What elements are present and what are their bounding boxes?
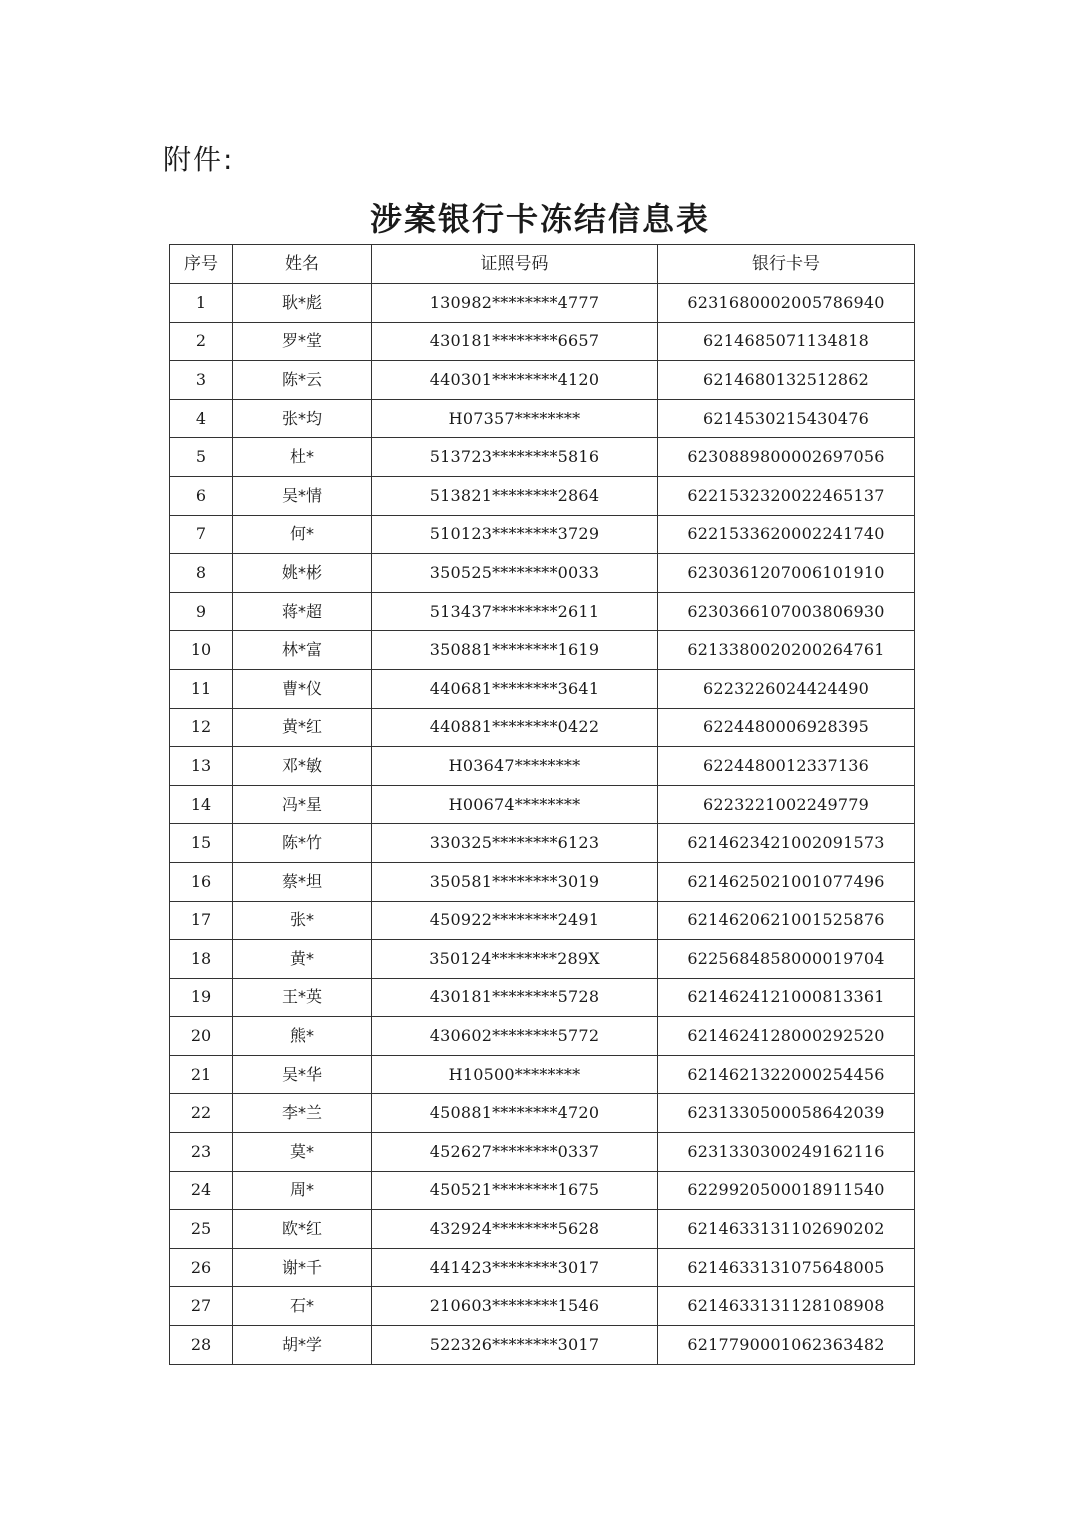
header-id-number: 证照号码 [372, 245, 658, 284]
table-row [170, 284, 915, 323]
serial-number-cell: 22 [170, 1094, 233, 1133]
bank-card-number-cell: 6214625021001077496 [658, 862, 915, 901]
name-cell: 蒋*超 [233, 592, 372, 631]
name-cell: 耿*彪 [233, 284, 372, 323]
bank-card-number-cell: 6214621322000254456 [658, 1055, 915, 1094]
serial-number-cell: 7 [170, 515, 233, 554]
id-number-cell: H03647******** [372, 747, 658, 786]
id-number-cell: H07357******** [372, 399, 658, 438]
name-cell: 张*均 [233, 399, 372, 438]
table-row [170, 1133, 915, 1172]
serial-number-cell: 8 [170, 554, 233, 593]
id-number-cell: 440301********4120 [372, 361, 658, 400]
bank-card-number-cell: 6231330500058642039 [658, 1094, 915, 1133]
id-number-cell: 450521********1675 [372, 1171, 658, 1210]
serial-number-cell: 27 [170, 1287, 233, 1326]
bank-card-number-cell: 6214624128000292520 [658, 1017, 915, 1056]
table-row [170, 1210, 915, 1249]
id-number-cell: 430602********5772 [372, 1017, 658, 1056]
table-body [170, 284, 915, 1365]
bank-card-number-cell: 6231330300249162116 [658, 1133, 915, 1172]
table-row [170, 669, 915, 708]
table-row [170, 476, 915, 515]
name-cell: 姚*彬 [233, 554, 372, 593]
name-cell: 吴*情 [233, 476, 372, 515]
serial-number-cell: 20 [170, 1017, 233, 1056]
bank-card-number-cell: 6221533620002241740 [658, 515, 915, 554]
name-cell: 胡*学 [233, 1326, 372, 1365]
table-row [170, 592, 915, 631]
bank-card-number-cell: 6214623421002091573 [658, 824, 915, 863]
bank-card-number-cell: 6229920500018911540 [658, 1171, 915, 1210]
id-number-cell: H10500******** [372, 1055, 658, 1094]
id-number-cell: 440881********0422 [372, 708, 658, 747]
table-row [170, 978, 915, 1017]
serial-number-cell: 13 [170, 747, 233, 786]
name-cell: 石* [233, 1287, 372, 1326]
table-row [170, 1017, 915, 1056]
bank-card-number-cell: 6214633131075648005 [658, 1248, 915, 1287]
id-number-cell: 432924********5628 [372, 1210, 658, 1249]
id-number-cell: 430181********5728 [372, 978, 658, 1017]
bank-card-number-cell: 6230889800002697056 [658, 438, 915, 477]
table-row [170, 708, 915, 747]
header-serial-number: 序号 [170, 245, 233, 284]
table-row [170, 515, 915, 554]
bank-card-number-cell: 6214620621001525876 [658, 901, 915, 940]
table-row [170, 940, 915, 979]
name-cell: 陈*竹 [233, 824, 372, 863]
serial-number-cell: 26 [170, 1248, 233, 1287]
serial-number-cell: 9 [170, 592, 233, 631]
name-cell: 谢*千 [233, 1248, 372, 1287]
bank-card-number-cell: 6214633131128108908 [658, 1287, 915, 1326]
table-header-row [170, 245, 915, 284]
table-row [170, 862, 915, 901]
bank-card-number-cell: 6223221002249779 [658, 785, 915, 824]
bank-card-number-cell: 6214633131102690202 [658, 1210, 915, 1249]
table-row [170, 901, 915, 940]
annex-label: 附件: [163, 143, 235, 176]
serial-number-cell: 28 [170, 1326, 233, 1365]
serial-number-cell: 24 [170, 1171, 233, 1210]
table-row [170, 1248, 915, 1287]
table-row [170, 1055, 915, 1094]
table-row [170, 1326, 915, 1365]
name-cell: 莫* [233, 1133, 372, 1172]
serial-number-cell: 17 [170, 901, 233, 940]
id-number-cell: 440681********3641 [372, 669, 658, 708]
bank-card-number-cell: 6214685071134818 [658, 322, 915, 361]
name-cell: 曹*仪 [233, 669, 372, 708]
id-number-cell: 210603********1546 [372, 1287, 658, 1326]
serial-number-cell: 10 [170, 631, 233, 670]
table-row [170, 1094, 915, 1133]
id-number-cell: 350124********289X [372, 940, 658, 979]
id-number-cell: 350881********1619 [372, 631, 658, 670]
serial-number-cell: 6 [170, 476, 233, 515]
id-number-cell: 430181********6657 [372, 322, 658, 361]
bank-card-number-cell: 6214624121000813361 [658, 978, 915, 1017]
id-number-cell: 350525********0033 [372, 554, 658, 593]
table-row [170, 1287, 915, 1326]
name-cell: 林*富 [233, 631, 372, 670]
serial-number-cell: 4 [170, 399, 233, 438]
bank-card-number-cell: 6213380020200264761 [658, 631, 915, 670]
serial-number-cell: 14 [170, 785, 233, 824]
id-number-cell: 350581********3019 [372, 862, 658, 901]
name-cell: 邓*敏 [233, 747, 372, 786]
id-number-cell: 130982********4777 [372, 284, 658, 323]
name-cell: 吴*华 [233, 1055, 372, 1094]
table-row [170, 361, 915, 400]
name-cell: 黄*红 [233, 708, 372, 747]
id-number-cell: 330325********6123 [372, 824, 658, 863]
table-row [170, 322, 915, 361]
serial-number-cell: 23 [170, 1133, 233, 1172]
id-number-cell: 441423********3017 [372, 1248, 658, 1287]
serial-number-cell: 5 [170, 438, 233, 477]
serial-number-cell: 15 [170, 824, 233, 863]
document-title: 涉案银行卡冻结信息表 [369, 200, 710, 238]
name-cell: 陈*云 [233, 361, 372, 400]
serial-number-cell: 25 [170, 1210, 233, 1249]
bank-card-number-cell: 6230361207006101910 [658, 554, 915, 593]
bank-card-number-cell: 6224480006928395 [658, 708, 915, 747]
id-number-cell: 450922********2491 [372, 901, 658, 940]
serial-number-cell: 1 [170, 284, 233, 323]
bank-card-number-cell: 6225684858000019704 [658, 940, 915, 979]
id-number-cell: 452627********0337 [372, 1133, 658, 1172]
serial-number-cell: 21 [170, 1055, 233, 1094]
serial-number-cell: 18 [170, 940, 233, 979]
frozen-bank-card-table [169, 244, 915, 1365]
table-row [170, 785, 915, 824]
bank-card-number-cell: 6217790001062363482 [658, 1326, 915, 1365]
serial-number-cell: 12 [170, 708, 233, 747]
bank-card-number-cell: 6224480012337136 [658, 747, 915, 786]
table-row [170, 824, 915, 863]
id-number-cell: 513821********2864 [372, 476, 658, 515]
name-cell: 杜* [233, 438, 372, 477]
serial-number-cell: 2 [170, 322, 233, 361]
table-row [170, 399, 915, 438]
bank-card-number-cell: 6230366107003806930 [658, 592, 915, 631]
name-cell: 欧*红 [233, 1210, 372, 1249]
table-row [170, 631, 915, 670]
name-cell: 熊* [233, 1017, 372, 1056]
bank-card-number-cell: 6214530215430476 [658, 399, 915, 438]
bank-card-number-cell: 6231680002005786940 [658, 284, 915, 323]
id-number-cell: 450881********4720 [372, 1094, 658, 1133]
id-number-cell: 513437********2611 [372, 592, 658, 631]
id-number-cell: H00674******** [372, 785, 658, 824]
serial-number-cell: 19 [170, 978, 233, 1017]
id-number-cell: 522326********3017 [372, 1326, 658, 1365]
name-cell: 蔡*坦 [233, 862, 372, 901]
id-number-cell: 510123********3729 [372, 515, 658, 554]
id-number-cell: 513723********5816 [372, 438, 658, 477]
table-row [170, 438, 915, 477]
name-cell: 王*英 [233, 978, 372, 1017]
bank-card-number-cell: 6221532320022465137 [658, 476, 915, 515]
table-row [170, 554, 915, 593]
header-bank-card-number: 银行卡号 [658, 245, 915, 284]
table-row [170, 1171, 915, 1210]
serial-number-cell: 16 [170, 862, 233, 901]
table-row [170, 747, 915, 786]
name-cell: 张* [233, 901, 372, 940]
name-cell: 李*兰 [233, 1094, 372, 1133]
name-cell: 罗*堂 [233, 322, 372, 361]
bank-card-number-cell: 6214680132512862 [658, 361, 915, 400]
name-cell: 何* [233, 515, 372, 554]
name-cell: 周* [233, 1171, 372, 1210]
bank-card-number-cell: 6223226024424490 [658, 669, 915, 708]
header-name: 姓名 [233, 245, 372, 284]
serial-number-cell: 3 [170, 361, 233, 400]
serial-number-cell: 11 [170, 669, 233, 708]
name-cell: 黄* [233, 940, 372, 979]
name-cell: 冯*星 [233, 785, 372, 824]
